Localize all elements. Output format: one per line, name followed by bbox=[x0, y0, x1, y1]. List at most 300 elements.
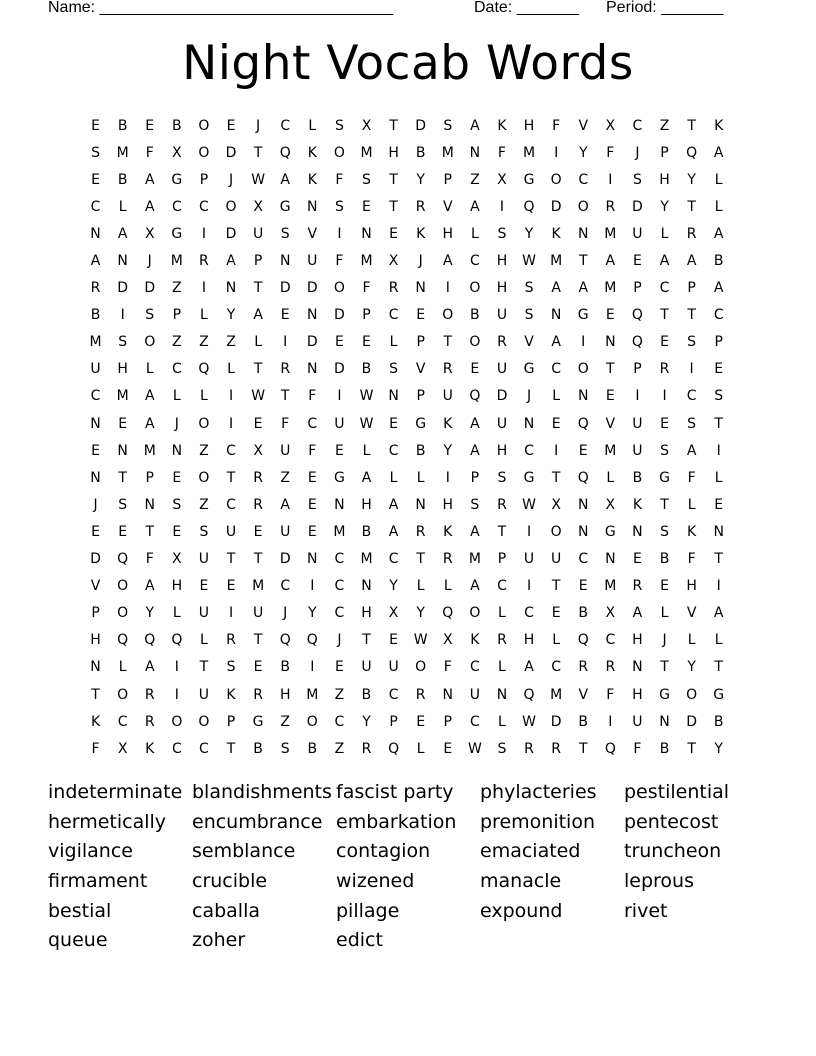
grid-letter[interactable]: O bbox=[144, 334, 156, 351]
grid-letter[interactable]: N bbox=[523, 415, 535, 432]
grid-letter[interactable]: E bbox=[416, 307, 426, 324]
grid-letter[interactable]: A bbox=[713, 280, 724, 297]
grid-letter[interactable]: H bbox=[496, 253, 508, 270]
grid-letter[interactable]: S bbox=[199, 523, 209, 540]
grid-letter[interactable]: D bbox=[334, 361, 345, 378]
grid-letter[interactable]: F bbox=[308, 442, 317, 459]
grid-letter[interactable]: M bbox=[604, 280, 617, 297]
grid-letter[interactable]: M bbox=[604, 578, 617, 595]
grid-letter[interactable]: J bbox=[418, 253, 423, 270]
grid-letter[interactable]: F bbox=[335, 171, 344, 188]
grid-letter[interactable]: D bbox=[279, 551, 291, 568]
grid-letter[interactable]: P bbox=[145, 469, 154, 486]
grid-letter[interactable]: T bbox=[551, 469, 561, 486]
grid-letter[interactable]: O bbox=[550, 523, 562, 540]
grid-letter[interactable]: C bbox=[226, 442, 236, 459]
grid-letter[interactable]: N bbox=[496, 686, 508, 703]
grid-letter[interactable]: B bbox=[361, 686, 372, 703]
grid-letter[interactable]: B bbox=[307, 740, 318, 757]
grid-letter[interactable]: L bbox=[714, 469, 723, 486]
grid-letter[interactable]: Q bbox=[523, 198, 535, 215]
grid-letter[interactable]: O bbox=[171, 713, 183, 730]
grid-letter[interactable]: E bbox=[578, 442, 588, 459]
grid-letter[interactable]: Q bbox=[198, 361, 210, 378]
grid-letter[interactable]: K bbox=[714, 117, 724, 134]
grid-letter[interactable]: Y bbox=[687, 171, 696, 188]
grid-letter[interactable]: P bbox=[714, 334, 723, 351]
grid-letter[interactable]: I bbox=[608, 713, 613, 730]
grid-letter[interactable]: O bbox=[686, 686, 698, 703]
grid-letter[interactable]: R bbox=[253, 469, 263, 486]
grid-letter[interactable]: M bbox=[550, 686, 563, 703]
grid-letter[interactable]: L bbox=[498, 659, 506, 676]
grid-letter[interactable]: G bbox=[171, 171, 183, 188]
grid-letter[interactable]: L bbox=[687, 632, 696, 649]
grid-letter[interactable]: C bbox=[171, 361, 182, 378]
grid-letter[interactable]: U bbox=[198, 686, 210, 703]
grid-letter[interactable]: C bbox=[334, 605, 345, 622]
grid-letter[interactable]: S bbox=[362, 171, 371, 188]
grid-letter[interactable]: L bbox=[443, 578, 452, 595]
grid-letter[interactable]: A bbox=[686, 442, 697, 459]
period-field[interactable]: Period: _______ bbox=[606, 0, 724, 16]
grid-letter[interactable]: A bbox=[280, 171, 290, 188]
grid-letter[interactable]: M bbox=[170, 253, 183, 270]
grid-letter[interactable]: C bbox=[632, 117, 643, 134]
grid-letter[interactable]: S bbox=[687, 415, 697, 432]
grid-letter[interactable]: L bbox=[118, 659, 127, 676]
grid-letter[interactable]: I bbox=[554, 144, 559, 161]
grid-letter[interactable]: A bbox=[470, 117, 480, 134]
grid-letter[interactable]: U bbox=[632, 713, 643, 730]
grid-letter[interactable]: B bbox=[90, 307, 101, 324]
grid-letter[interactable]: A bbox=[578, 280, 589, 297]
grid-letter[interactable]: M bbox=[360, 144, 373, 161]
grid-letter[interactable]: B bbox=[117, 171, 128, 188]
grid-letter[interactable]: K bbox=[443, 415, 453, 432]
grid-letter[interactable]: Z bbox=[280, 713, 290, 730]
grid-letter[interactable]: G bbox=[523, 469, 535, 486]
grid-letter[interactable]: U bbox=[632, 225, 643, 242]
grid-letter[interactable]: Y bbox=[226, 307, 236, 324]
grid-letter[interactable]: A bbox=[253, 307, 263, 324]
grid-letter[interactable]: C bbox=[90, 198, 101, 215]
grid-letter[interactable]: R bbox=[551, 740, 561, 757]
grid-letter[interactable]: O bbox=[469, 605, 481, 622]
grid-letter[interactable]: M bbox=[468, 551, 481, 568]
grid-letter[interactable]: R bbox=[253, 686, 263, 703]
grid-letter[interactable]: W bbox=[251, 171, 266, 188]
grid-letter[interactable]: L bbox=[200, 632, 208, 649]
grid-letter[interactable]: F bbox=[687, 551, 696, 568]
grid-letter[interactable]: T bbox=[714, 415, 723, 432]
grid-letter[interactable]: S bbox=[497, 469, 507, 486]
grid-letter[interactable]: D bbox=[415, 117, 427, 134]
grid-letter[interactable]: L bbox=[470, 225, 479, 242]
grid-letter[interactable]: H bbox=[632, 686, 643, 703]
grid-letter[interactable]: U bbox=[632, 415, 643, 432]
grid-letter[interactable]: Y bbox=[687, 659, 696, 676]
grid-letter[interactable]: J bbox=[526, 388, 532, 405]
grid-letter[interactable]: R bbox=[605, 198, 616, 215]
grid-letter[interactable]: E bbox=[551, 415, 561, 432]
grid-letter[interactable]: S bbox=[91, 144, 100, 161]
grid-letter[interactable]: A bbox=[524, 659, 534, 676]
grid-letter[interactable]: C bbox=[659, 280, 670, 297]
grid-letter[interactable]: V bbox=[605, 415, 616, 432]
grid-letter[interactable]: H bbox=[523, 117, 535, 134]
grid-letter[interactable]: X bbox=[605, 605, 616, 622]
grid-letter[interactable]: X bbox=[172, 551, 182, 568]
grid-letter[interactable]: P bbox=[416, 388, 425, 405]
grid-letter[interactable]: G bbox=[523, 361, 535, 378]
grid-letter[interactable]: F bbox=[497, 144, 506, 161]
grid-letter[interactable]: E bbox=[389, 225, 398, 242]
grid-letter[interactable]: C bbox=[388, 442, 399, 459]
grid-letter[interactable]: N bbox=[307, 551, 318, 568]
grid-letter[interactable]: M bbox=[143, 442, 156, 459]
grid-letter[interactable]: N bbox=[469, 144, 481, 161]
grid-letter[interactable]: B bbox=[253, 740, 263, 757]
grid-letter[interactable]: G bbox=[523, 171, 535, 188]
grid-letter[interactable]: M bbox=[523, 144, 536, 161]
grid-letter[interactable]: N bbox=[415, 496, 426, 513]
grid-letter[interactable]: W bbox=[522, 713, 536, 730]
grid-letter[interactable]: R bbox=[415, 198, 426, 215]
grid-letter[interactable]: L bbox=[172, 605, 181, 622]
grid-letter[interactable]: I bbox=[499, 198, 505, 215]
grid-letter[interactable]: U bbox=[632, 442, 643, 459]
grid-letter[interactable]: C bbox=[280, 578, 291, 595]
grid-letter[interactable]: B bbox=[578, 605, 589, 622]
grid-letter[interactable]: P bbox=[362, 307, 371, 324]
grid-letter[interactable]: N bbox=[577, 496, 589, 513]
grid-letter[interactable]: T bbox=[578, 253, 588, 270]
grid-letter[interactable]: B bbox=[470, 307, 480, 324]
grid-letter[interactable]: A bbox=[632, 605, 643, 622]
grid-letter[interactable]: L bbox=[606, 469, 615, 486]
grid-letter[interactable]: L bbox=[145, 361, 154, 378]
grid-letter[interactable]: J bbox=[635, 144, 640, 161]
grid-letter[interactable]: T bbox=[389, 171, 398, 188]
grid-letter[interactable]: F bbox=[606, 686, 615, 703]
grid-letter[interactable]: I bbox=[716, 442, 721, 459]
grid-letter[interactable]: C bbox=[713, 307, 724, 324]
grid-letter[interactable]: N bbox=[307, 307, 318, 324]
grid-letter[interactable]: C bbox=[226, 496, 236, 513]
grid-letter[interactable]: V bbox=[578, 686, 589, 703]
grid-letter[interactable]: P bbox=[687, 280, 696, 297]
grid-letter[interactable]: N bbox=[361, 225, 372, 242]
grid-letter[interactable]: F bbox=[91, 740, 100, 757]
grid-letter[interactable]: R bbox=[144, 713, 155, 730]
grid-letter[interactable]: Y bbox=[362, 713, 371, 730]
grid-letter[interactable]: F bbox=[308, 388, 317, 405]
grid-letter[interactable]: S bbox=[280, 225, 290, 242]
grid-letter[interactable]: Z bbox=[172, 334, 182, 351]
grid-letter[interactable]: N bbox=[388, 388, 399, 405]
grid-letter[interactable]: K bbox=[470, 632, 480, 649]
grid-letter[interactable]: H bbox=[496, 280, 508, 297]
grid-letter[interactable]: E bbox=[470, 361, 480, 378]
grid-letter[interactable]: B bbox=[713, 713, 724, 730]
grid-letter[interactable]: L bbox=[389, 334, 398, 351]
grid-letter[interactable]: V bbox=[90, 578, 101, 595]
grid-letter[interactable]: L bbox=[687, 496, 696, 513]
grid-letter[interactable]: C bbox=[280, 117, 291, 134]
grid-letter[interactable]: C bbox=[686, 388, 697, 405]
grid-letter[interactable]: E bbox=[145, 117, 155, 134]
grid-letter[interactable]: G bbox=[333, 469, 345, 486]
grid-letter[interactable]: M bbox=[441, 144, 454, 161]
grid-letter[interactable]: S bbox=[632, 171, 642, 188]
grid-letter[interactable]: E bbox=[91, 523, 100, 540]
grid-letter[interactable]: T bbox=[389, 198, 398, 215]
grid-letter[interactable]: E bbox=[632, 253, 642, 270]
grid-letter[interactable]: K bbox=[226, 686, 236, 703]
grid-letter[interactable]: T bbox=[145, 523, 155, 540]
grid-letter[interactable]: F bbox=[362, 280, 371, 297]
grid-letter[interactable]: U bbox=[469, 686, 480, 703]
grid-letter[interactable]: F bbox=[552, 117, 561, 134]
grid-letter[interactable]: E bbox=[172, 523, 182, 540]
grid-letter[interactable]: G bbox=[415, 415, 427, 432]
grid-letter[interactable]: X bbox=[253, 198, 263, 215]
grid-letter[interactable]: S bbox=[497, 225, 507, 242]
grid-letter[interactable]: L bbox=[416, 578, 425, 595]
grid-letter[interactable]: E bbox=[389, 415, 398, 432]
grid-letter[interactable]: T bbox=[606, 361, 615, 378]
grid-letter[interactable]: S bbox=[470, 496, 480, 513]
grid-letter[interactable]: R bbox=[497, 632, 507, 649]
grid-letter[interactable]: I bbox=[662, 388, 667, 405]
grid-letter[interactable]: C bbox=[388, 686, 399, 703]
grid-letter[interactable]: P bbox=[172, 307, 182, 324]
grid-letter[interactable]: G bbox=[577, 307, 589, 324]
grid-letter[interactable]: Z bbox=[226, 334, 236, 351]
grid-letter[interactable]: N bbox=[90, 469, 101, 486]
grid-letter[interactable]: H bbox=[361, 605, 372, 622]
grid-letter[interactable]: G bbox=[713, 686, 725, 703]
grid-letter[interactable]: L bbox=[660, 605, 669, 622]
grid-letter[interactable]: D bbox=[632, 198, 643, 215]
grid-letter[interactable]: X bbox=[605, 496, 616, 513]
grid-letter[interactable]: E bbox=[714, 496, 724, 513]
grid-letter[interactable]: R bbox=[144, 686, 155, 703]
grid-letter[interactable]: O bbox=[415, 659, 427, 676]
grid-letter[interactable]: C bbox=[388, 307, 399, 324]
grid-letter[interactable]: K bbox=[497, 117, 507, 134]
date-field[interactable]: Date: _______ bbox=[474, 0, 579, 16]
grid-letter[interactable]: S bbox=[443, 117, 453, 134]
grid-letter[interactable]: O bbox=[469, 280, 481, 297]
grid-letter[interactable]: I bbox=[445, 469, 450, 486]
grid-letter[interactable]: D bbox=[550, 713, 562, 730]
grid-letter[interactable]: M bbox=[360, 253, 373, 270]
grid-letter[interactable]: L bbox=[416, 469, 425, 486]
grid-letter[interactable]: B bbox=[659, 740, 670, 757]
grid-letter[interactable]: L bbox=[172, 388, 181, 405]
grid-letter[interactable]: T bbox=[687, 198, 696, 215]
grid-letter[interactable]: A bbox=[442, 253, 453, 270]
grid-letter[interactable]: E bbox=[253, 659, 263, 676]
grid-letter[interactable]: M bbox=[360, 551, 373, 568]
grid-letter[interactable]: C bbox=[171, 198, 182, 215]
grid-letter[interactable]: A bbox=[144, 171, 155, 188]
grid-letter[interactable]: D bbox=[117, 280, 129, 297]
grid-letter[interactable]: W bbox=[413, 632, 428, 649]
grid-letter[interactable]: E bbox=[226, 117, 236, 134]
letter-grid[interactable] bbox=[82, 112, 732, 762]
grid-letter[interactable]: Q bbox=[577, 469, 589, 486]
grid-letter[interactable]: X bbox=[388, 253, 399, 270]
grid-letter[interactable]: C bbox=[469, 713, 480, 730]
grid-letter[interactable]: T bbox=[660, 659, 669, 676]
grid-letter[interactable]: Q bbox=[171, 632, 183, 649]
grid-letter[interactable]: A bbox=[280, 496, 290, 513]
grid-letter[interactable]: E bbox=[91, 442, 100, 459]
grid-letter[interactable]: C bbox=[307, 415, 318, 432]
grid-letter[interactable]: E bbox=[605, 307, 615, 324]
grid-letter[interactable]: J bbox=[337, 632, 342, 649]
grid-letter[interactable]: Y bbox=[389, 578, 398, 595]
grid-letter[interactable]: C bbox=[334, 578, 345, 595]
grid-letter[interactable]: T bbox=[199, 659, 209, 676]
grid-letter[interactable]: O bbox=[333, 280, 345, 297]
grid-letter[interactable]: Q bbox=[306, 632, 318, 649]
grid-letter[interactable]: U bbox=[334, 415, 345, 432]
grid-letter[interactable]: X bbox=[605, 117, 616, 134]
grid-letter[interactable]: Z bbox=[280, 469, 290, 486]
grid-letter[interactable]: A bbox=[470, 523, 480, 540]
grid-letter[interactable]: U bbox=[523, 551, 535, 568]
grid-letter[interactable]: E bbox=[172, 469, 182, 486]
grid-letter[interactable]: C bbox=[171, 740, 182, 757]
grid-letter[interactable]: Z bbox=[199, 334, 209, 351]
grid-letter[interactable]: R bbox=[415, 523, 426, 540]
grid-letter[interactable]: N bbox=[144, 496, 155, 513]
grid-letter[interactable]: H bbox=[442, 225, 454, 242]
grid-letter[interactable]: W bbox=[359, 415, 374, 432]
grid-letter[interactable]: O bbox=[117, 578, 129, 595]
grid-letter[interactable]: S bbox=[497, 740, 507, 757]
grid-letter[interactable]: T bbox=[497, 523, 507, 540]
grid-letter[interactable]: K bbox=[416, 225, 426, 242]
grid-letter[interactable]: P bbox=[226, 713, 236, 730]
grid-letter[interactable]: N bbox=[442, 686, 453, 703]
name-field[interactable]: Name: _________________________________ bbox=[48, 0, 394, 16]
grid-letter[interactable]: L bbox=[714, 198, 723, 215]
grid-letter[interactable]: U bbox=[90, 361, 101, 378]
grid-letter[interactable]: O bbox=[117, 605, 129, 622]
grid-letter[interactable]: T bbox=[118, 469, 127, 486]
grid-letter[interactable]: P bbox=[470, 469, 480, 486]
grid-letter[interactable]: S bbox=[660, 442, 669, 459]
grid-letter[interactable]: A bbox=[659, 253, 670, 270]
grid-letter[interactable]: K bbox=[145, 740, 155, 757]
grid-letter[interactable]: A bbox=[226, 253, 236, 270]
grid-letter[interactable]: X bbox=[442, 632, 453, 649]
grid-letter[interactable]: U bbox=[361, 659, 372, 676]
grid-letter[interactable]: Q bbox=[442, 605, 454, 622]
grid-letter[interactable]: A bbox=[117, 225, 128, 242]
grid-letter[interactable]: O bbox=[442, 307, 454, 324]
grid-letter[interactable]: F bbox=[281, 415, 290, 432]
grid-letter[interactable]: A bbox=[470, 442, 480, 459]
grid-letter[interactable]: A bbox=[605, 253, 616, 270]
grid-letter[interactable]: I bbox=[283, 334, 288, 351]
grid-letter[interactable]: A bbox=[144, 659, 155, 676]
grid-letter[interactable]: J bbox=[228, 171, 234, 188]
grid-letter[interactable]: H bbox=[90, 632, 101, 649]
grid-letter[interactable]: I bbox=[201, 225, 206, 242]
grid-letter[interactable]: Q bbox=[686, 144, 698, 161]
grid-letter[interactable]: I bbox=[201, 280, 206, 297]
grid-letter[interactable]: G bbox=[659, 686, 670, 703]
grid-letter[interactable]: R bbox=[605, 659, 616, 676]
grid-letter[interactable]: R bbox=[90, 280, 101, 297]
grid-letter[interactable]: A bbox=[713, 225, 724, 242]
grid-letter[interactable]: E bbox=[416, 713, 426, 730]
grid-letter[interactable]: A bbox=[686, 253, 697, 270]
grid-letter[interactable]: P bbox=[199, 171, 209, 188]
grid-letter[interactable]: F bbox=[687, 469, 696, 486]
grid-letter[interactable]: W bbox=[522, 496, 536, 513]
grid-letter[interactable]: P bbox=[443, 171, 452, 188]
grid-letter[interactable]: K bbox=[687, 523, 697, 540]
grid-letter[interactable]: L bbox=[714, 632, 723, 649]
grid-letter[interactable]: T bbox=[253, 632, 263, 649]
grid-letter[interactable]: H bbox=[632, 632, 643, 649]
grid-letter[interactable]: N bbox=[117, 442, 128, 459]
grid-letter[interactable]: T bbox=[687, 117, 696, 134]
grid-letter[interactable]: Q bbox=[604, 740, 616, 757]
grid-letter[interactable]: S bbox=[389, 361, 399, 378]
grid-letter[interactable]: M bbox=[89, 334, 102, 351]
grid-letter[interactable]: S bbox=[334, 198, 344, 215]
grid-letter[interactable]: Y bbox=[416, 605, 425, 622]
grid-letter[interactable]: S bbox=[280, 740, 290, 757]
grid-letter[interactable]: A bbox=[551, 334, 561, 351]
grid-letter[interactable]: B bbox=[280, 659, 290, 676]
grid-letter[interactable]: E bbox=[551, 605, 561, 622]
grid-letter[interactable]: T bbox=[362, 632, 371, 649]
grid-letter[interactable]: U bbox=[280, 523, 291, 540]
grid-letter[interactable]: A bbox=[388, 523, 399, 540]
grid-letter[interactable]: E bbox=[660, 334, 669, 351]
grid-letter[interactable]: T bbox=[253, 280, 263, 297]
grid-letter[interactable]: M bbox=[116, 144, 129, 161]
grid-letter[interactable]: N bbox=[577, 225, 589, 242]
grid-letter[interactable]: O bbox=[225, 198, 237, 215]
grid-letter[interactable]: M bbox=[306, 686, 319, 703]
grid-letter[interactable]: H bbox=[171, 578, 183, 595]
grid-letter[interactable]: K bbox=[90, 713, 101, 730]
grid-letter[interactable]: D bbox=[225, 144, 237, 161]
grid-letter[interactable]: L bbox=[308, 117, 317, 134]
grid-letter[interactable]: D bbox=[334, 307, 345, 324]
grid-letter[interactable]: X bbox=[144, 225, 155, 242]
grid-letter[interactable]: O bbox=[333, 144, 345, 161]
grid-letter[interactable]: A bbox=[470, 198, 480, 215]
grid-letter[interactable]: U bbox=[496, 361, 508, 378]
grid-letter[interactable]: E bbox=[362, 198, 371, 215]
grid-letter[interactable]: E bbox=[91, 117, 100, 134]
grid-letter[interactable]: G bbox=[279, 198, 291, 215]
grid-letter[interactable]: F bbox=[606, 144, 615, 161]
grid-letter[interactable]: H bbox=[117, 361, 128, 378]
grid-letter[interactable]: I bbox=[228, 388, 234, 405]
